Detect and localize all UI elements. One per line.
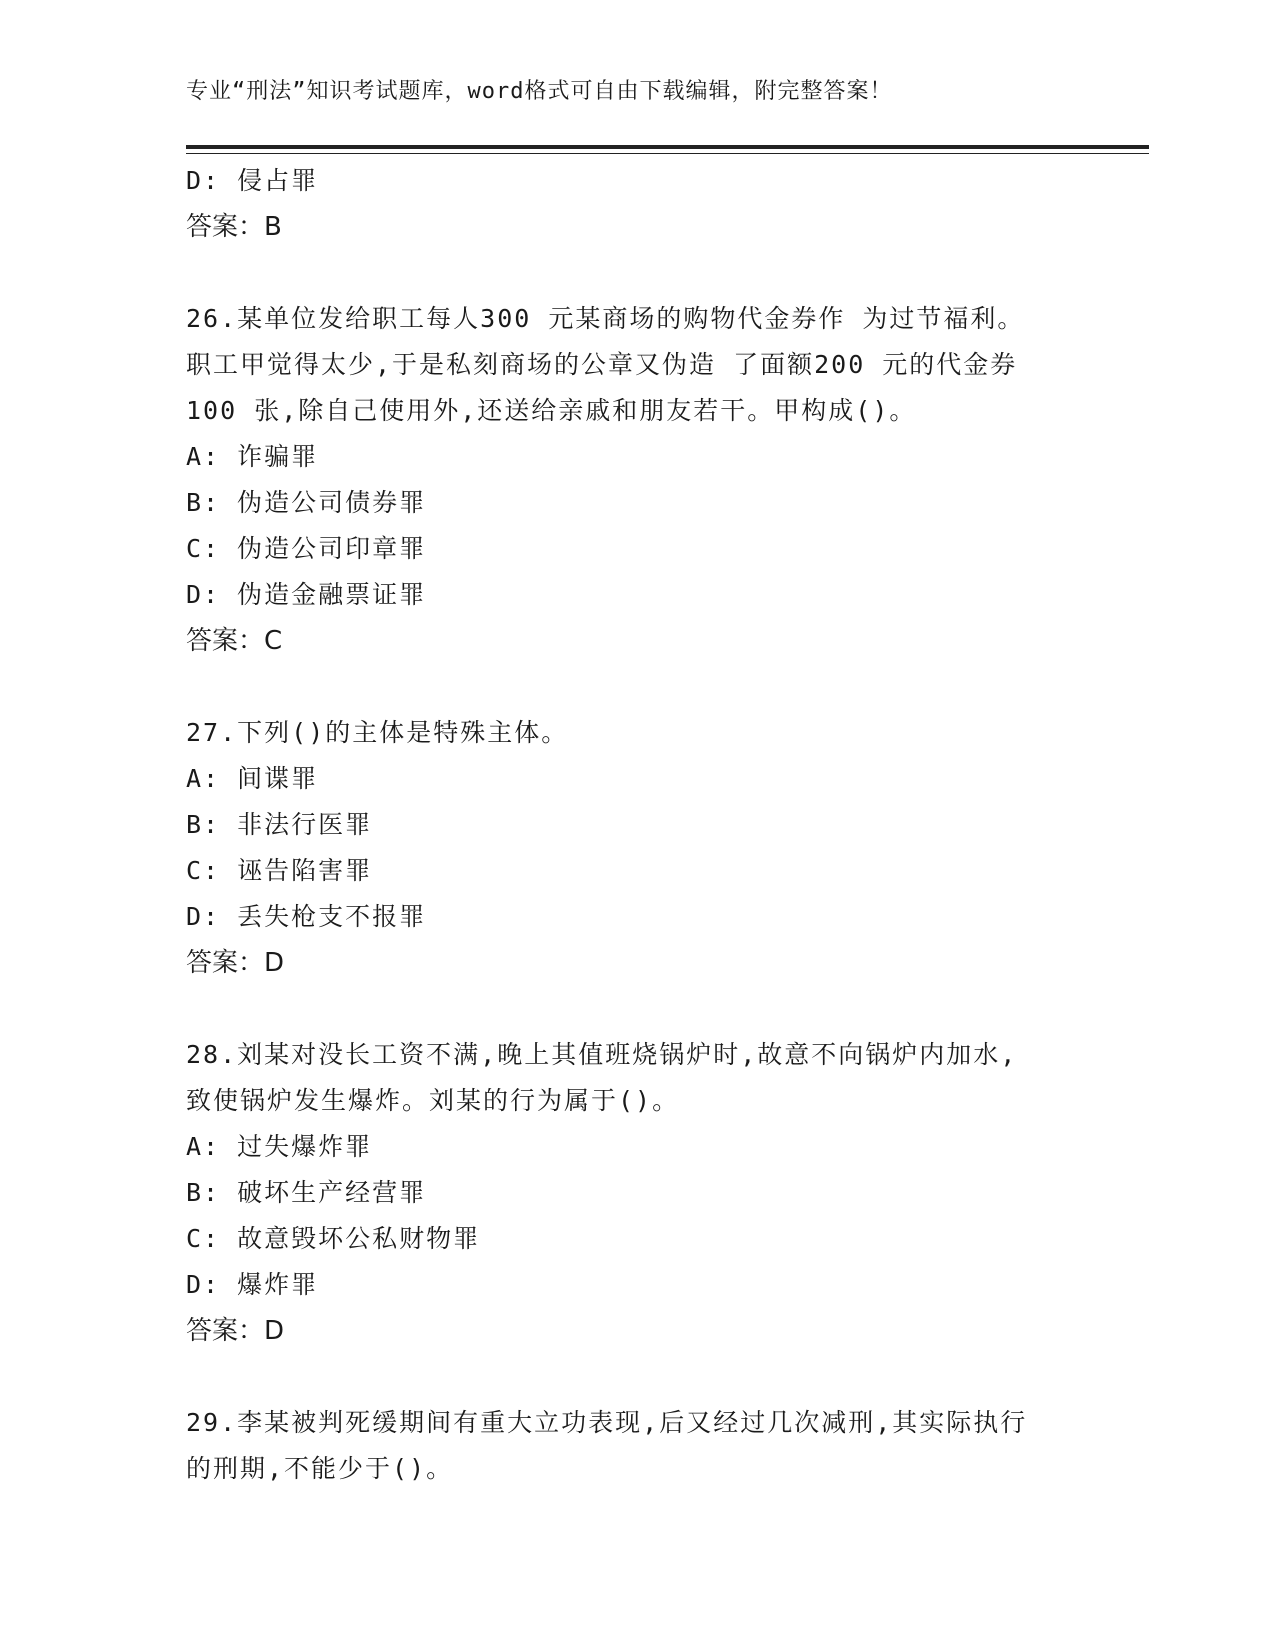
spacer <box>186 986 1086 1032</box>
spacer <box>186 1354 1086 1400</box>
question-27-option-a: A: 间谍罪 <box>186 764 319 793</box>
option-d: D: 侵占罪 <box>186 166 319 195</box>
question-26-line-3: 100 张,除自己使用外,还送给亲戚和朋友若干。甲构成()。 <box>186 396 917 425</box>
question-28-option-b: B: 破坏生产经营罪 <box>186 1178 427 1207</box>
header-rule-thin <box>186 153 1149 154</box>
question-28-line-2: 致使锅炉发生爆炸。刘某的行为属于()。 <box>186 1086 680 1115</box>
question-26-option-a: A: 诈骗罪 <box>186 442 319 471</box>
answer: 答案：B <box>186 212 282 242</box>
question-28-line-1: 28.刘某对没长工资不满,晚上其值班烧锅炉时,故意不向锅炉内加水, <box>186 1040 1018 1069</box>
spacer <box>186 664 1086 710</box>
question-26-option-d: D: 伪造金融票证罪 <box>186 580 427 609</box>
question-29-line-2: 的刑期,不能少于()。 <box>186 1454 454 1483</box>
question-26-option-b: B: 伪造公司债券罪 <box>186 488 427 517</box>
question-28-option-c: C: 故意毁坏公私财物罪 <box>186 1224 481 1253</box>
question-26-line-1: 26.某单位发给职工每人300 元某商场的购物代金券作 为过节福利。 <box>186 304 1025 333</box>
question-27-option-d: D: 丢失枪支不报罪 <box>186 902 427 931</box>
question-content <box>186 158 1086 1492</box>
question-27-option-c: C: 诬告陷害罪 <box>186 856 373 885</box>
question-26-option-c: C: 伪造公司印章罪 <box>186 534 427 563</box>
question-26-line-2: 职工甲觉得太少,于是私刻商场的公章又伪造 了面额200 元的代金券 <box>186 350 1018 379</box>
header-rule-thick <box>186 145 1149 149</box>
question-28-option-a: A: 过失爆炸罪 <box>186 1132 373 1161</box>
question-27-option-b: B: 非法行医罪 <box>186 810 373 839</box>
question-28-answer: 答案：D <box>186 1316 285 1346</box>
question-27-line-1: 27.下列()的主体是特殊主体。 <box>186 718 569 747</box>
page-header: 专业“刑法”知识考试题库，word格式可自由下载编辑，附完整答案！ <box>186 79 893 104</box>
question-26-answer: 答案：C <box>186 626 283 656</box>
question-28-option-d: D: 爆炸罪 <box>186 1270 319 1299</box>
question-29-line-1: 29.李某被判死缓期间有重大立功表现,后又经过几次减刑,其实际执行 <box>186 1408 1028 1437</box>
question-27-answer: 答案：D <box>186 948 285 978</box>
spacer <box>186 250 1086 296</box>
